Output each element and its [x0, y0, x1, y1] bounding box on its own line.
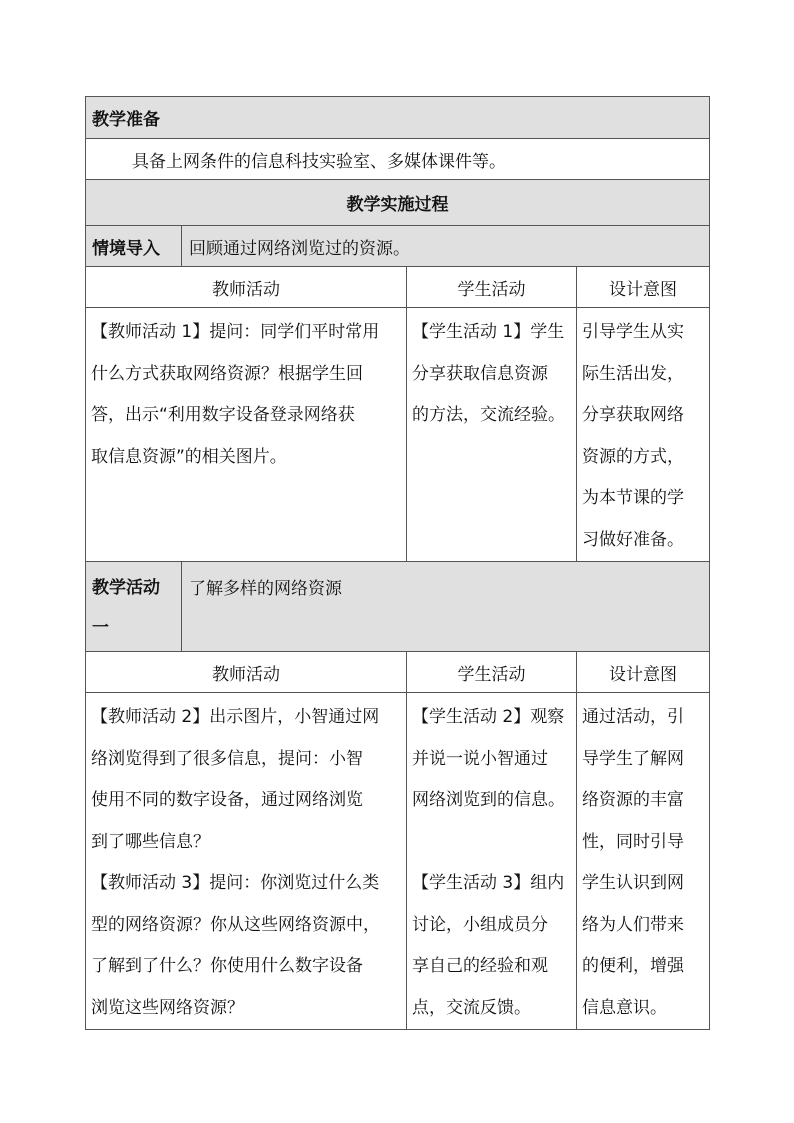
- process-title: 教学实施过程: [86, 180, 710, 226]
- text-line: 学生认识到网: [582, 873, 684, 893]
- text-line: 络资源的丰富: [582, 790, 684, 810]
- text-line: 际生活出发，: [582, 363, 684, 384]
- text-line: 引导学生从实: [582, 322, 684, 342]
- text-line: [412, 822, 573, 864]
- text-line: 【教师活动 3】提问：你浏览过什么类: [91, 873, 380, 893]
- section2-student-activity: [407, 693, 577, 1030]
- text-line: 为本节课的学: [582, 488, 684, 508]
- text-line: 网络浏览到的信息。: [412, 790, 565, 810]
- text-line: 的方法，交流经验。: [412, 405, 565, 425]
- prep-heading: 教学准备: [86, 97, 710, 139]
- text-line: 分享获取网络: [582, 405, 684, 425]
- section2-label-line: 教学活动: [92, 578, 160, 598]
- text-line: 浏览这些网络资源？: [91, 997, 244, 1018]
- col-head-student: 学生活动: [407, 652, 577, 693]
- section1-teacher-activity: [86, 308, 407, 562]
- section2-label-line: 一: [92, 618, 109, 638]
- text-line: 通过活动，引: [582, 707, 684, 727]
- text-line: 络浏览得到了很多信息，提问：小智: [91, 748, 363, 769]
- text-line: 点，交流反馈。: [412, 997, 531, 1018]
- text-line: 【教师活动 2】出示图片，小智通过网: [91, 707, 380, 727]
- text-line: 【教师活动 1】提问：同学们平时常用: [91, 322, 380, 342]
- text-line: 到了哪些信息？: [91, 831, 210, 852]
- text-line: 习做好准备。: [582, 529, 684, 550]
- section1-column-head-row: [86, 267, 710, 308]
- col-head-teacher: 教师活动: [86, 267, 407, 308]
- text-line: 型的网络资源？你从这些网络资源中，: [91, 914, 380, 935]
- section1-header-row: [86, 226, 710, 267]
- section1-design-intent: [577, 308, 710, 562]
- text-line: 【学生活动 3】组内: [412, 873, 565, 893]
- text-line: 性，同时引导: [582, 831, 684, 852]
- col-head-design: 设计意图: [577, 652, 710, 693]
- section2-content-row: [86, 693, 710, 1030]
- lesson-plan-table: [85, 96, 710, 1030]
- text-line: 取信息资源”的相关图片。: [91, 446, 287, 467]
- text-line: 的便利，增强: [582, 956, 684, 976]
- section2-teacher-activity: [86, 693, 407, 1030]
- text-line: 答，出示“利用数字设备登录网络获: [91, 405, 355, 425]
- process-title-row: [86, 180, 710, 226]
- section2-description: 了解多样的网络资源: [182, 562, 710, 652]
- prep-content-row: [86, 139, 710, 180]
- text-line: 讨论，小组成员分: [412, 914, 548, 935]
- section1-student-activity: [407, 308, 577, 562]
- text-line: 什么方式获取网络资源？根据学生回: [91, 363, 363, 384]
- section2-label: [86, 562, 182, 652]
- prep-heading-row: [86, 97, 710, 139]
- text-line: 导学生了解网: [582, 748, 684, 769]
- text-line: 络为人们带来: [582, 914, 684, 935]
- text-line: 分享获取信息资源: [412, 363, 548, 384]
- section1-label: 情境导入: [86, 226, 182, 267]
- text-line: 【学生活动 2】观察: [412, 707, 565, 727]
- section1-description: 回顾通过网络浏览过的资源。: [182, 226, 710, 267]
- section2-column-head-row: [86, 652, 710, 693]
- text-line: 使用不同的数字设备，通过网络浏览: [91, 790, 363, 810]
- col-head-student: 学生活动: [407, 267, 577, 308]
- section2-header-row: [86, 562, 710, 652]
- text-line: 了解到了什么？你使用什么数字设备: [91, 956, 363, 976]
- text-line: 资源的方式，: [582, 446, 684, 467]
- col-head-design: 设计意图: [577, 267, 710, 308]
- text-line: 【学生活动 1】学生: [412, 322, 565, 342]
- text-line: 信息意识。: [582, 997, 667, 1018]
- text-line: 并说一说小智通过: [412, 748, 548, 769]
- text-line: 享自己的经验和观: [412, 956, 548, 976]
- prep-content: 具备上网条件的信息科技实验室、多媒体课件等。: [86, 139, 710, 180]
- section1-content-row: [86, 308, 710, 562]
- col-head-teacher: 教师活动: [86, 652, 407, 693]
- section2-design-intent: [577, 693, 710, 1030]
